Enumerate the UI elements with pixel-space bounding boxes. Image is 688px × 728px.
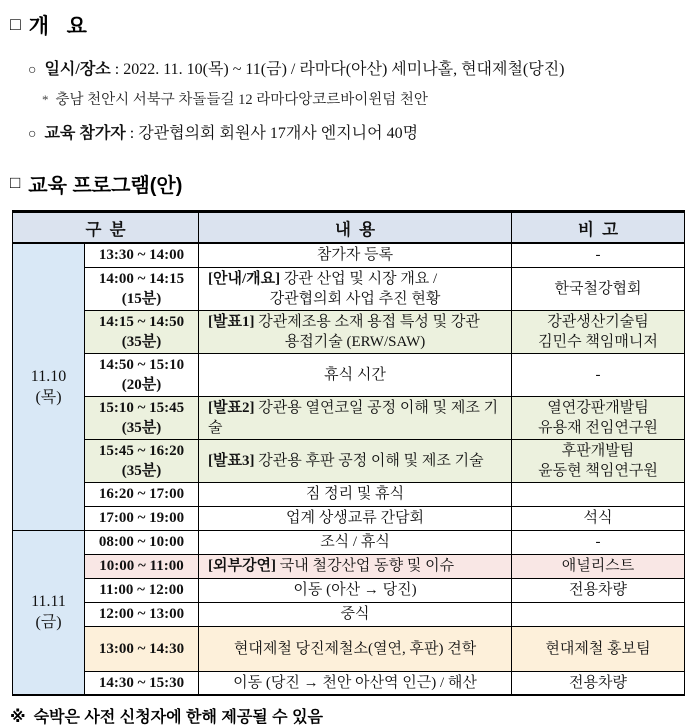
schedule-row: [13, 353, 685, 396]
content-cell: [199, 353, 512, 396]
content-line: 업계 상생교류 간담회: [286, 510, 424, 526]
session-tag: [외부강연]: [208, 558, 276, 574]
time-cell: [85, 310, 199, 353]
time-cell: [85, 530, 199, 554]
time-range: 12:00 ~ 13:00: [98, 606, 185, 622]
column-header-remark: 비 고: [512, 212, 685, 244]
schedule-row: [13, 396, 685, 439]
content-line: 참가자 등록: [316, 247, 394, 264]
content-line: [발표1] 강관제조용 소재 용접 특성 및 강관: [208, 313, 480, 330]
content-line: 중식: [340, 606, 370, 622]
remark-line: -: [595, 247, 601, 264]
schedule-row: [13, 267, 685, 310]
content-cell: [199, 602, 512, 626]
schedule-row: [13, 506, 685, 530]
session-tag: [발표1]: [208, 313, 255, 330]
duration: (15분): [121, 290, 162, 307]
content-line: 이동 (아산 → 당진): [293, 582, 417, 598]
program-table-body: [13, 243, 685, 695]
schedule-row: [13, 243, 685, 267]
content-line: [안내/개요] 강관 산업 및 시장 개요 /: [208, 270, 438, 287]
remark-cell: [512, 439, 685, 482]
overview-item-text: [44, 56, 564, 79]
schedule-row: [13, 626, 685, 671]
content-cell: [199, 243, 512, 267]
column-header-content: 내 용: [199, 212, 512, 244]
remark-line: -: [595, 534, 601, 550]
schedule-row: [13, 578, 685, 602]
remark-cell: [512, 626, 685, 671]
overview-list: [28, 56, 682, 143]
overview-address-text: 충남 천안시 서북구 차돌들길 12 라마다앙코르바이윈덤 천안: [55, 92, 428, 108]
remark-line: 윤동현 책임연구원: [538, 462, 658, 479]
overview-item-separator: :: [125, 125, 139, 142]
content-line: 현대제철 당진제철소(열연, 후판) 견학: [233, 640, 477, 657]
content-line: [발표3] 강관용 후판 공정 이해 및 제조 기술: [208, 452, 484, 469]
content-cell: [199, 396, 512, 439]
time-cell: [85, 353, 199, 396]
footnote: [10, 704, 682, 727]
remark-line: 유용재 전임연구원: [538, 419, 658, 436]
overview-item-value: 2022. 11. 10(목) ~ 11(금) / 라마다(아산) 세미나홀, 현대제철(당진): [123, 61, 565, 78]
remark-line: 후판개발팀: [561, 442, 635, 459]
weekday-text: (목): [35, 388, 62, 406]
time-range: 17:00 ~ 19:00: [98, 510, 185, 526]
circle-bullet-icon: ○: [28, 127, 37, 142]
date-cell: [13, 243, 85, 530]
remark-line: 열연강판개발팀: [547, 399, 649, 416]
time-range: 13:30 ~ 14:00: [98, 247, 185, 264]
content-cell: [199, 554, 512, 578]
remark-cell: [512, 482, 685, 506]
remark-cell: [512, 530, 685, 554]
time-range: 14:50 ~ 15:10: [98, 356, 185, 373]
time-cell: [85, 482, 199, 506]
time-range: 08:00 ~ 10:00: [98, 534, 185, 550]
time-cell: [85, 554, 199, 578]
duration: (35분): [121, 462, 162, 479]
time-range: 14:30 ~ 15:30: [98, 674, 185, 691]
duration: (35분): [121, 333, 162, 350]
content-line: [발표2] 강관용 열연코일 공정 이해 및 제조 기술: [208, 399, 499, 436]
remark-cell: [512, 578, 685, 602]
content-cell: [199, 310, 512, 353]
program-title-text: 교육 프로그램(안): [28, 175, 183, 197]
overview-item-label: 교육 참가자: [44, 125, 126, 142]
overview-item-value: 강관협의회 회원사 17개사 엔지니어 40명: [138, 125, 419, 142]
column-header-category: 구 분: [13, 212, 199, 244]
time-cell: [85, 267, 199, 310]
time-cell: [85, 578, 199, 602]
schedule-row: [13, 310, 685, 353]
schedule-row: [13, 530, 685, 554]
overview-item-text: [44, 120, 418, 143]
weekday-text: (금): [35, 614, 62, 632]
remark-line: 애널리스트: [561, 558, 635, 574]
content-cell: [199, 506, 512, 530]
content-cell: [199, 482, 512, 506]
remark-cell: [512, 353, 685, 396]
content-cell: [199, 578, 512, 602]
remark-cell: [512, 396, 685, 439]
remark-line: 전용차량: [569, 674, 627, 691]
time-cell: [85, 626, 199, 671]
content-cell: [199, 671, 512, 695]
content-line: 휴식 시간: [324, 366, 386, 383]
time-cell: [85, 602, 199, 626]
schedule-row: [13, 671, 685, 695]
content-line: 강관협의회 사업 추진 현황: [269, 290, 441, 307]
time-range: 11:00 ~ 12:00: [99, 582, 184, 598]
remark-line: 석식: [583, 510, 613, 526]
remark-line: 한국철강협회: [554, 280, 642, 297]
session-tag: [발표2]: [208, 399, 255, 416]
date-text: 11.10: [30, 367, 67, 385]
table-header-row: [13, 212, 685, 244]
time-range: 15:10 ~ 15:45: [98, 399, 185, 416]
time-range: 13:00 ~ 14:30: [98, 640, 185, 657]
session-tag: [발표3]: [208, 452, 255, 469]
square-bullet-icon: □: [10, 13, 21, 34]
program-table: [12, 210, 685, 696]
session-tag: [안내/개요]: [208, 270, 281, 287]
content-cell: [199, 626, 512, 671]
remark-line: 강관생산기술팀: [547, 313, 649, 330]
time-cell: [85, 671, 199, 695]
time-range: 15:45 ~ 16:20: [98, 442, 185, 459]
time-range: 10:00 ~ 11:00: [99, 558, 184, 574]
time-cell: [85, 439, 199, 482]
overview-section-title: [10, 10, 682, 40]
time-cell: [85, 396, 199, 439]
remark-cell: [512, 554, 685, 578]
remark-line: -: [595, 366, 601, 383]
overview-item-datetime: [28, 56, 682, 79]
square-bullet-icon: □: [10, 172, 21, 192]
overview-address-note: [42, 88, 682, 109]
content-line: 이동 (당진 → 천안 아산역 인근) / 해산: [233, 674, 477, 691]
remark-cell: [512, 506, 685, 530]
remark-line: 현대제철 홍보팀: [545, 640, 651, 657]
footnote-text: 숙박은 사전 신청자에 한해 제공될 수 있음: [33, 709, 323, 726]
schedule-row: [13, 602, 685, 626]
overview-item-participants: [28, 120, 682, 143]
overview-title-text: 개 요: [28, 15, 87, 38]
date-text: 11.11: [31, 593, 66, 611]
remark-cell: [512, 602, 685, 626]
content-cell: [199, 267, 512, 310]
overview-item-separator: :: [110, 61, 124, 78]
date-cell: [13, 530, 85, 695]
remark-cell: [512, 671, 685, 695]
time-range: 14:15 ~ 14:50: [98, 313, 185, 330]
content-line: 조식 / 휴식: [320, 534, 390, 550]
remark-line: 전용차량: [569, 582, 627, 598]
overview-item-label: 일시/장소: [44, 61, 111, 78]
reference-mark-icon: ※: [10, 709, 26, 726]
remark-cell: [512, 267, 685, 310]
time-range: 16:20 ~ 17:00: [98, 486, 185, 502]
duration: (20분): [121, 376, 162, 393]
asterisk-bullet-icon: *: [42, 92, 49, 107]
remark-line: 김민수 책임매니저: [538, 333, 658, 350]
time-cell: [85, 243, 199, 267]
time-cell: [85, 506, 199, 530]
duration: (35분): [121, 419, 162, 436]
remark-cell: [512, 243, 685, 267]
content-cell: [199, 439, 512, 482]
schedule-row: [13, 482, 685, 506]
remark-cell: [512, 310, 685, 353]
schedule-row: [13, 554, 685, 578]
content-cell: [199, 530, 512, 554]
content-line: 용접기술 (ERW/SAW): [284, 333, 426, 350]
program-section-title: [10, 169, 682, 198]
circle-bullet-icon: ○: [28, 63, 37, 78]
content-line: 짐 정리 및 휴식: [305, 486, 405, 502]
content-line: [외부강연] 국내 철강산업 동향 및 이슈: [208, 558, 455, 574]
time-range: 14:00 ~ 14:15: [98, 270, 185, 287]
schedule-row: [13, 439, 685, 482]
